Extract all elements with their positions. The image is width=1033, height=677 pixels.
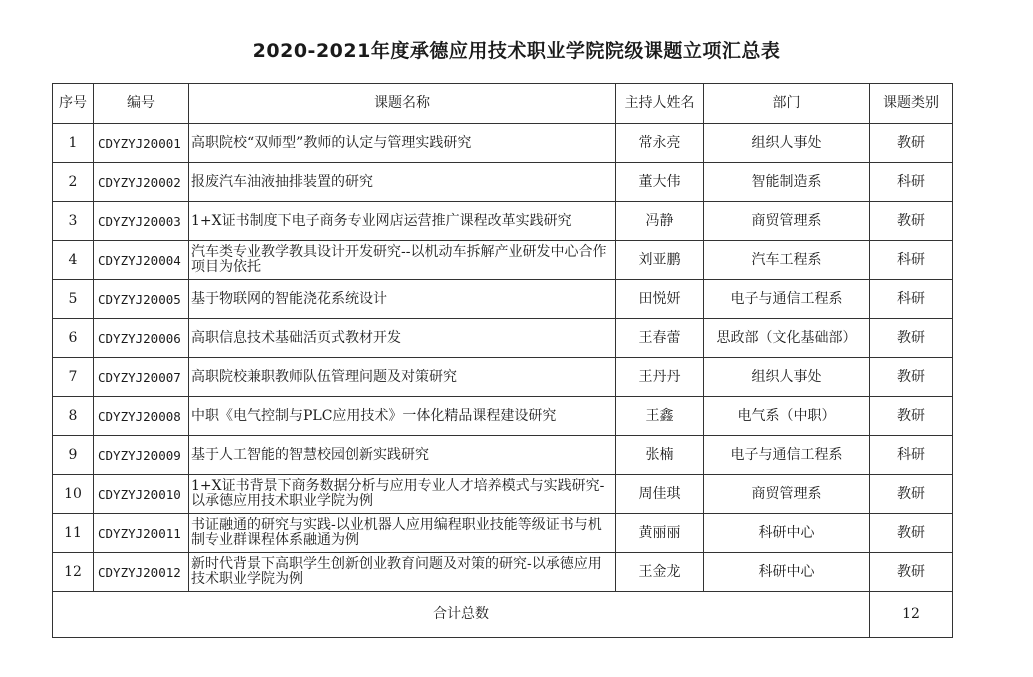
header-host: 主持人姓名 [616,84,704,124]
cell-code: CDYZYJ20006 [94,319,189,358]
cell-host: 王金龙 [616,553,704,592]
cell-department: 电子与通信工程系 [704,436,870,475]
cell-host: 董大伟 [616,163,704,202]
header-name: 课题名称 [189,84,616,124]
table-header-row [53,84,953,124]
cell-code: CDYZYJ20002 [94,163,189,202]
cell-project-name: 基于物联网的智能浇花系统设计 [189,280,616,319]
cell-seq: 2 [53,163,94,202]
cell-host: 王丹丹 [616,358,704,397]
cell-host: 刘亚鹏 [616,241,704,280]
cell-category: 教研 [870,514,953,553]
cell-host: 田悦妍 [616,280,704,319]
cell-code: CDYZYJ20010 [94,475,189,514]
table-row [53,280,953,319]
cell-seq: 8 [53,397,94,436]
cell-category: 科研 [870,436,953,475]
cell-host: 周佳琪 [616,475,704,514]
cell-seq: 10 [53,475,94,514]
cell-department: 商贸管理系 [704,202,870,241]
cell-seq: 7 [53,358,94,397]
cell-seq: 9 [53,436,94,475]
cell-category: 教研 [870,319,953,358]
table-body [53,124,953,592]
cell-seq: 12 [53,553,94,592]
cell-host: 黄丽丽 [616,514,704,553]
cell-seq: 3 [53,202,94,241]
table-row [53,475,953,514]
table-row [53,553,953,592]
cell-project-name: 报废汽车油液抽排装置的研究 [189,163,616,202]
cell-department: 电子与通信工程系 [704,280,870,319]
table-row [53,124,953,163]
cell-seq: 5 [53,280,94,319]
cell-code: CDYZYJ20008 [94,397,189,436]
cell-host: 王鑫 [616,397,704,436]
cell-department: 组织人事处 [704,358,870,397]
cell-code: CDYZYJ20005 [94,280,189,319]
cell-host: 常永亮 [616,124,704,163]
cell-project-name: 新时代背景下高职学生创新创业教育问题及对策的研究-以承德应用技术职业学院为例 [189,553,616,592]
total-label: 合计总数 [53,592,870,638]
cell-project-name: 书证融通的研究与实践-以业机器人应用编程职业技能等级证书与机制专业群课程体系融通为例 [189,514,616,553]
project-summary-table [52,83,953,638]
cell-category: 教研 [870,358,953,397]
cell-category: 教研 [870,397,953,436]
cell-project-name: 基于人工智能的智慧校园创新实践研究 [189,436,616,475]
header-category: 课题类别 [870,84,953,124]
cell-code: CDYZYJ20001 [94,124,189,163]
cell-department: 思政部（文化基础部） [704,319,870,358]
cell-department: 智能制造系 [704,163,870,202]
cell-project-name: 高职信息技术基础活页式教材开发 [189,319,616,358]
header-dept: 部门 [704,84,870,124]
cell-category: 教研 [870,124,953,163]
table-row [53,241,953,280]
cell-code: CDYZYJ20012 [94,553,189,592]
cell-host: 张楠 [616,436,704,475]
cell-category: 科研 [870,163,953,202]
cell-code: CDYZYJ20004 [94,241,189,280]
header-seq: 序号 [53,84,94,124]
header-code: 编号 [94,84,189,124]
cell-project-name: 中职《电气控制与PLC应用技术》一体化精品课程建设研究 [189,397,616,436]
cell-code: CDYZYJ20007 [94,358,189,397]
cell-project-name: 高职院校“双师型”教师的认定与管理实践研究 [189,124,616,163]
cell-department: 电气系（中职） [704,397,870,436]
table-row [53,514,953,553]
cell-seq: 6 [53,319,94,358]
table-row [53,358,953,397]
cell-department: 组织人事处 [704,124,870,163]
table-row [53,436,953,475]
cell-category: 教研 [870,202,953,241]
table-row [53,202,953,241]
cell-host: 王春蕾 [616,319,704,358]
cell-project-name: 高职院校兼职教师队伍管理问题及对策研究 [189,358,616,397]
total-row [53,592,953,638]
table-row [53,397,953,436]
table-row [53,319,953,358]
cell-department: 汽车工程系 [704,241,870,280]
cell-category: 教研 [870,475,953,514]
cell-category: 教研 [870,553,953,592]
cell-host: 冯静 [616,202,704,241]
cell-department: 科研中心 [704,514,870,553]
table-row [53,163,953,202]
cell-department: 科研中心 [704,553,870,592]
cell-project-name: 汽车类专业教学教具设计开发研究--以机动车拆解产业研发中心合作项目为依托 [189,241,616,280]
cell-code: CDYZYJ20011 [94,514,189,553]
cell-category: 科研 [870,241,953,280]
cell-seq: 4 [53,241,94,280]
cell-code: CDYZYJ20003 [94,202,189,241]
cell-code: CDYZYJ20009 [94,436,189,475]
total-value: 12 [870,592,953,638]
cell-seq: 1 [53,124,94,163]
cell-category: 科研 [870,280,953,319]
cell-project-name: 1+X证书背景下商务数据分析与应用专业人才培养模式与实践研究-以承德应用技术职业学院为例 [189,475,616,514]
document-title: 2020-2021年度承德应用技术职业学院院级课题立项汇总表 [252,40,781,62]
cell-project-name: 1+X证书制度下电子商务专业网店运营推广课程改革实践研究 [189,202,616,241]
cell-seq: 11 [53,514,94,553]
cell-department: 商贸管理系 [704,475,870,514]
